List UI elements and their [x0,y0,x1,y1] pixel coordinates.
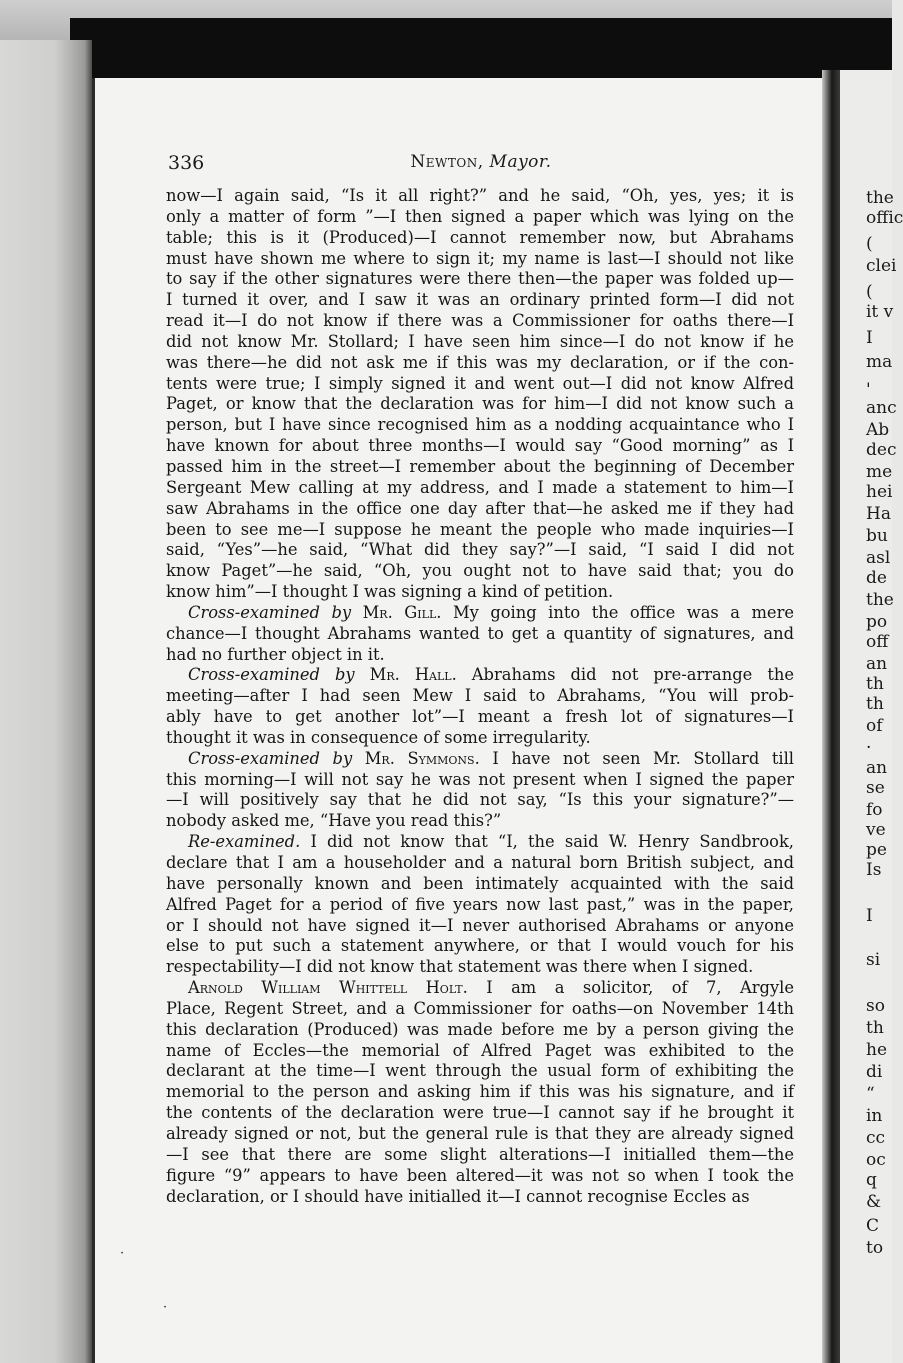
line-text: Sergeant Mew calling at my address, and I made a statement to him—I [166,477,794,497]
line-text: did not know Mr. Stollard; I have seen him since—I do not know if he [166,331,794,351]
facing-page-fragment: an [866,758,888,778]
line-text: the contents of the declaration were true—I cannot say if he brought it [166,1103,794,1123]
text-line [166,353,794,374]
text-line [166,520,794,541]
text-line [166,978,794,999]
line-text: to say if the other signatures were there then—the paper was folded up— [166,269,794,289]
line-text: Abrahams did not pre-arrange the [456,665,794,685]
facing-page-fragment: Is [866,860,882,880]
line-text: this morning—I will not say he was not present when I signed the paper [166,769,794,789]
text-line [166,249,794,270]
line-text: know him”—I thought I was signing a kind of petition. [166,582,614,602]
facing-page-fragment: in [866,1106,883,1126]
text-line [166,790,794,811]
facing-page-fragment: & [866,1192,882,1212]
facing-page-fragment: · [866,738,872,758]
speaker-name: Arnold William Whittell Holt. [188,978,468,998]
line-text: tents were true; I simply signed it and went out—I did not know Alfred [166,373,794,393]
line-text: saw Abrahams in the office one day after that—he asked me if they had [166,498,794,518]
text-line [166,749,794,770]
text-line [166,832,794,853]
facing-page-fragment: of [866,716,883,736]
facing-page-fragment: ma [866,352,893,372]
line-text: passed him in the street—I remember about the beginning of December [166,456,794,476]
text-line [166,499,794,520]
line-text: I have not seen Mr. Stollard till [479,748,794,768]
examination-label: Re-examined. [188,832,301,852]
facing-page-fragment: fo [866,800,883,820]
facing-page-fragment: pe [866,840,887,860]
line-text: have personally known and been intimately acquainted with the said [166,873,794,893]
text-line [166,228,794,249]
text-line [166,207,794,228]
text-line [166,311,794,332]
line-text: said, “Yes”—he said, “What did they say?”—I said, “I said I did not [166,540,794,560]
text-line [166,728,794,749]
line-text: name of Eccles—the memorial of Alfred Paget was exhibited to the [166,1040,794,1060]
text-line [166,645,794,666]
facing-page-fragment: th [866,1018,884,1038]
text-line [166,770,794,791]
line-text: else to put such a statement anywhere, or that I would vouch for his [166,936,794,956]
facing-page-fragment: “ [866,1084,875,1104]
facing-page-fragment: it v [866,302,894,322]
text-line [166,957,794,978]
text-line [166,1041,794,1062]
facing-page-fragment: anc [866,398,897,418]
line-text: meeting—after I had seen Mew I said to Abrahams, “You will prob- [166,686,794,706]
examination-label: Cross-examined by [188,748,353,768]
text-line [166,811,794,832]
text-line [166,186,794,207]
line-text: nobody asked me, “Have you read this?” [166,811,502,831]
facing-page-fragment: oc [866,1150,886,1170]
facing-page-fragment: the [866,590,894,610]
line-text: I am a solicitor, of 7, Argyle [467,978,794,998]
line-text: I turned it over, and I saw it was an ordinary printed form—I did not [166,290,794,310]
facing-page-fragment: ( [866,234,873,254]
text-line [166,707,794,728]
facing-page-fragment: C [866,1216,880,1236]
facing-page-fragment: si [866,950,881,970]
text-line [166,1061,794,1082]
line-text: this declaration (Produced) was made before me by a person giving the [166,1019,794,1039]
facing-page-fragment: an [866,654,888,674]
examination-label: Cross-examined by [188,602,352,622]
speaker-name: Mr. Gill. [362,602,442,622]
line-text: Place, Regent Street, and a Commissioner for oaths—on November 14th [166,998,794,1018]
facing-page-fragment: th [866,674,884,694]
text-line [166,394,794,415]
margin-mark: · [163,1300,168,1315]
page-number: 336 [168,152,205,174]
text-line [166,936,794,957]
transcript-body [166,186,794,1207]
line-text: read it—I do not know if there was a Commissioner for oaths there—I [166,311,794,331]
text-line [166,665,794,686]
line-text: person, but I have since recognised him as a nodding acquaintance who I [166,415,794,435]
facing-page-fragment: ve [866,820,886,840]
text-line [166,561,794,582]
text-line [166,624,794,645]
line-text: or I should not have signed it—I never authorised Abrahams or anyone [166,915,794,935]
facing-page-fragment: po [866,612,888,632]
line-text: Paget, or know that the declaration was for him—I did not know such a [166,394,794,414]
running-head [168,152,794,172]
line-text: must have shown me where to sign it; my name is last—I should not like [166,248,794,268]
page-header [168,152,794,180]
line-text: —I see that there are some slight alterations—I initialled them—the [166,1144,794,1164]
facing-page-fragment: cc [866,1128,886,1148]
line-text: respectability—I did not know that statement was there when I signed. [166,957,754,977]
book-binding-shadow [70,18,892,80]
text-line [166,999,794,1020]
facing-page-fragment: se [866,778,885,798]
facing-page-fragment: asl [866,548,891,568]
facing-page-edge [840,70,903,1363]
text-line [166,686,794,707]
line-text: had no further object in it. [166,644,385,664]
line-text: chance—I thought Abrahams wanted to get a quantity of signatures, and [166,623,794,643]
line-text: ably have to get another lot”—I meant a fresh lot of signatures—I [166,707,794,727]
line-text: declare that I am a householder and a natural born British subject, and [166,853,794,872]
text-line [166,582,794,603]
line-text: have known for about three months—I would say “Good morning” as I [166,436,794,456]
facing-page-fragment: me [866,462,893,482]
line-text: declarant at the time—I went through the usual form of exhibiting the [166,1061,794,1081]
line-text: only a matter of form ”—I then signed a paper which was lying on the [166,206,794,226]
facing-page-fragment: clei [866,256,897,276]
facing-page-fragment: hei [866,482,893,502]
facing-page-fragment: to [866,1238,884,1258]
facing-page-fragment: Ab [866,420,890,440]
line-text: been to see me—I suppose he meant the people who made inquiries—I [166,519,794,539]
facing-page-fragment: di [866,1062,883,1082]
facing-page-fragment: I [866,906,873,926]
facing-page-fragment: bu [866,526,888,546]
facing-page-fragment: Ha [866,504,891,524]
running-head-title: Mayor. [489,152,552,172]
facing-page-fragment: he [866,1040,888,1060]
text-line [166,415,794,436]
text-line [166,332,794,353]
text-line [166,269,794,290]
speaker-name: Mr. Symmons. [364,748,480,768]
line-text: —I will positively say that he did not say, “Is this your signature?”— [166,790,794,810]
line-text: Alfred Paget for a period of five years now last past,” was in the paper, [166,894,794,914]
examination-label: Cross-examined by [188,665,355,685]
line-text: I did not know that “I, the said W. Henry Sandbrook, [300,832,794,852]
text-line [166,1166,794,1187]
text-line [166,853,794,874]
text-line [166,290,794,311]
line-text: know Paget”—he said, “Oh, you ought not to have said that; you do [166,561,794,581]
line-text: now—I again said, “Is it all right?” and he said, “Oh, yes, yes; it is [166,186,794,205]
text-line [166,603,794,624]
facing-page-fragment: offic [866,208,903,228]
text-line [166,895,794,916]
line-text: figure “9” appears to have been altered—it was not so when I took the [166,1165,794,1185]
left-scan-margin [0,40,92,1363]
text-line [166,457,794,478]
text-line [166,436,794,457]
running-head-name: Newton, [410,152,484,172]
text-line [166,540,794,561]
facing-page-fragment: so [866,996,885,1016]
facing-page-fragment: th [866,694,884,714]
facing-page-fragment: I [866,328,873,348]
line-text: thought it was in consequence of some irregularity. [166,727,591,747]
text-line [166,1082,794,1103]
text-line [166,1187,794,1208]
facing-page-fragment: dec [866,440,897,460]
book-gutter [822,70,840,1363]
text-line [166,1103,794,1124]
facing-page-fragment: ( [866,282,873,302]
margin-mark: · [120,1246,125,1261]
facing-page-fragment: de [866,568,887,588]
text-line [166,1020,794,1041]
line-text: memorial to the person and asking him if this was his signature, and if [166,1082,794,1102]
line-text: already signed or not, but the general rule is that they are already signed [166,1123,794,1143]
text-line [166,874,794,895]
text-line [166,1124,794,1145]
speaker-name: Mr. Hall. [369,665,457,685]
text-line [166,374,794,395]
line-text: was there—he did not ask me if this was my declaration, or if the con- [166,352,794,372]
facing-page-fragment: q [866,1170,877,1190]
line-text: table; this is it (Produced)—I cannot remember now, but Abrahams [166,227,794,247]
facing-page-fragment: off [866,632,889,652]
line-text: My going into the office was a mere [441,602,794,622]
line-text: declaration, or I should have initialled it—I cannot recognise Eccles as [166,1186,750,1206]
facing-page-fragment: the [866,188,894,208]
facing-page-fragment: ' [866,380,871,400]
text-line [166,478,794,499]
text-line [166,916,794,937]
text-line [166,1145,794,1166]
